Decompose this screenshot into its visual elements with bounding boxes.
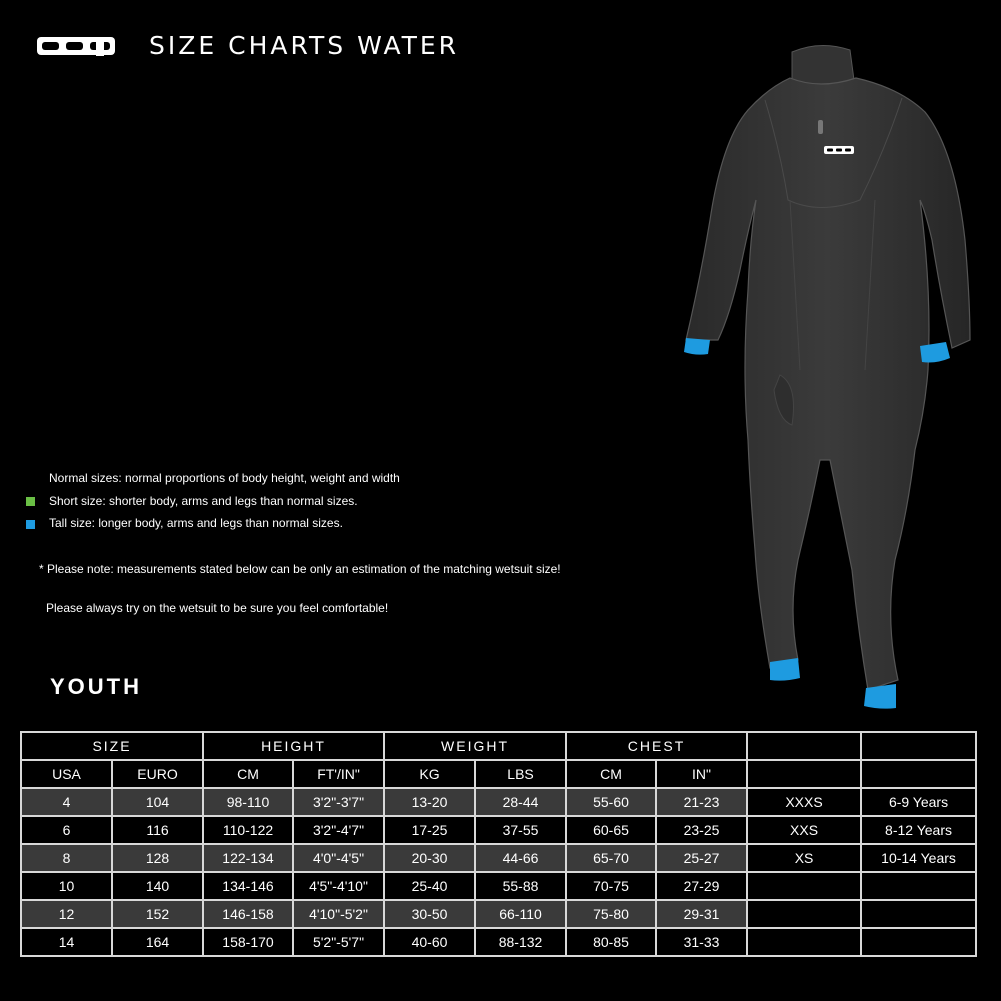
- legend-short: Short size: shorter body, arms and legs than normal sizes.: [49, 494, 358, 508]
- table-cell: XS: [747, 844, 861, 872]
- table-cell: 25-27: [656, 844, 747, 872]
- table-cell: 44-66: [475, 844, 566, 872]
- table-cell: [747, 900, 861, 928]
- table-cell: 60-65: [566, 816, 656, 844]
- table-cell: [747, 928, 861, 956]
- group-header-weight: WEIGHT: [384, 732, 566, 760]
- table-cell: 20-30: [384, 844, 475, 872]
- page-title: SIZE CHARTS WATER: [149, 31, 460, 60]
- table-cell: 75-80: [566, 900, 656, 928]
- youth-size-table: [20, 731, 977, 957]
- table-cell: 17-25: [384, 816, 475, 844]
- table-cell: 23-25: [656, 816, 747, 844]
- table-cell: 8: [21, 844, 112, 872]
- table-row: [21, 900, 976, 928]
- table-cell: 21-23: [656, 788, 747, 816]
- table-cell: [747, 872, 861, 900]
- section-title-youth: YOUTH: [50, 674, 142, 699]
- table-cell: 37-55: [475, 816, 566, 844]
- wetsuit-illustration: [670, 40, 980, 715]
- column-header-height-cm: CM: [203, 760, 293, 788]
- table-cell: 3'2"-3'7": [293, 788, 384, 816]
- column-header-lbs: LBS: [475, 760, 566, 788]
- table-cell: 152: [112, 900, 203, 928]
- table-row: [21, 816, 976, 844]
- table-cell: 122-134: [203, 844, 293, 872]
- table-cell: [861, 872, 976, 900]
- table-cell: XXS: [747, 816, 861, 844]
- table-cell: 4'5"-4'10": [293, 872, 384, 900]
- table-cell: 110-122: [203, 816, 293, 844]
- estimate-note: * Please note: measurements stated below can be only an estimation of the matching wetsuit size!: [39, 562, 561, 576]
- table-cell: 66-110: [475, 900, 566, 928]
- table-cell: 10: [21, 872, 112, 900]
- table-cell: 4: [21, 788, 112, 816]
- table-cell: 104: [112, 788, 203, 816]
- table-cell: 146-158: [203, 900, 293, 928]
- table-row: [21, 844, 976, 872]
- table-cell: 29-31: [656, 900, 747, 928]
- table-cell: 55-60: [566, 788, 656, 816]
- table-cell: 25-40: [384, 872, 475, 900]
- table-cell: 5'2"-5'7": [293, 928, 384, 956]
- table-cell: XXXS: [747, 788, 861, 816]
- table-cell: 158-170: [203, 928, 293, 956]
- column-header-kg: KG: [384, 760, 475, 788]
- table-cell: 4'0"-4'5": [293, 844, 384, 872]
- table-cell: 10-14 Years: [861, 844, 976, 872]
- table-row: [21, 788, 976, 816]
- table-cell: 65-70: [566, 844, 656, 872]
- table-cell: 116: [112, 816, 203, 844]
- table-cell: 70-75: [566, 872, 656, 900]
- table-cell: 30-50: [384, 900, 475, 928]
- table-cell: 12: [21, 900, 112, 928]
- table-cell: 14: [21, 928, 112, 956]
- column-header-euro: EURO: [112, 760, 203, 788]
- column-header-empty: [861, 760, 976, 788]
- try-on-note: Please always try on the wetsuit to be sure you feel comfortable!: [46, 601, 389, 615]
- table-cell: 80-85: [566, 928, 656, 956]
- table-cell: 13-20: [384, 788, 475, 816]
- table-row: [21, 872, 976, 900]
- column-header-height-ftin: FT'/IN": [293, 760, 384, 788]
- table-cell: 6: [21, 816, 112, 844]
- group-header-empty: [747, 732, 861, 760]
- legend-tall: Tall size: longer body, arms and legs than normal sizes.: [49, 516, 343, 530]
- table-cell: 31-33: [656, 928, 747, 956]
- table-row: [21, 928, 976, 956]
- group-header-empty: [861, 732, 976, 760]
- table-cell: 27-29: [656, 872, 747, 900]
- table-cell: 134-146: [203, 872, 293, 900]
- group-header-chest: CHEST: [566, 732, 747, 760]
- table-cell: 140: [112, 872, 203, 900]
- table-cell: 8-12 Years: [861, 816, 976, 844]
- table-cell: 4'10"-5'2": [293, 900, 384, 928]
- column-header-empty: [747, 760, 861, 788]
- column-header-chest-cm: CM: [566, 760, 656, 788]
- table-cell: [861, 928, 976, 956]
- group-header-size: SIZE: [21, 732, 203, 760]
- table-cell: 128: [112, 844, 203, 872]
- table-cell: 98-110: [203, 788, 293, 816]
- table-body: [21, 788, 976, 956]
- table-cell: 28-44: [475, 788, 566, 816]
- group-header-height: HEIGHT: [203, 732, 384, 760]
- ion-logo: [36, 36, 116, 56]
- table-cell: 88-132: [475, 928, 566, 956]
- table-cell: 40-60: [384, 928, 475, 956]
- column-header-chest-in: IN": [656, 760, 747, 788]
- table-cell: 6-9 Years: [861, 788, 976, 816]
- legend-normal: Normal sizes: normal proportions of body height, weight and width: [49, 471, 400, 485]
- table-cell: 164: [112, 928, 203, 956]
- table-cell: 55-88: [475, 872, 566, 900]
- tall-size-swatch: [26, 520, 35, 529]
- short-size-swatch: [26, 497, 35, 506]
- table-cell: 3'2"-4'7": [293, 816, 384, 844]
- column-header-usa: USA: [21, 760, 112, 788]
- table-cell: [861, 900, 976, 928]
